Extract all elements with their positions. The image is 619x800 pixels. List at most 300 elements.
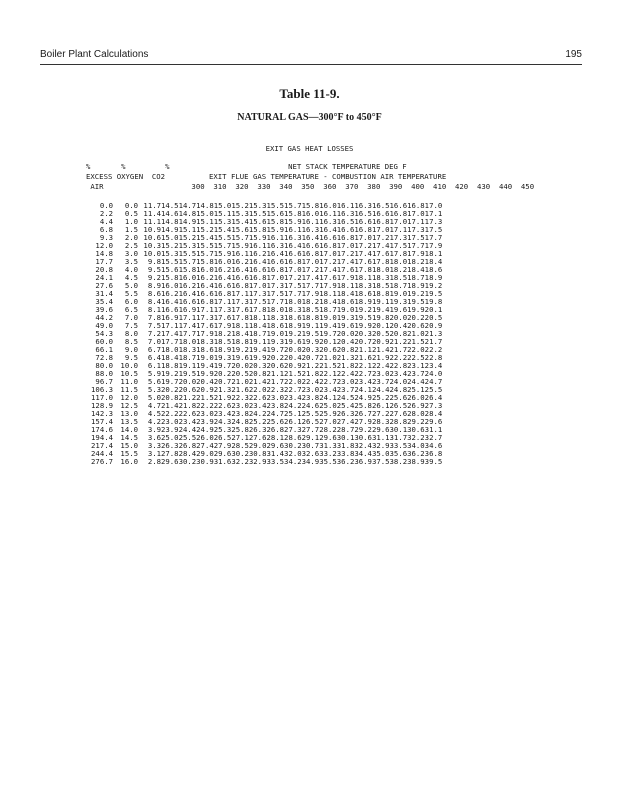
heat-loss-cell: 25.5 [301,409,320,418]
heat-loss-cell: 19.1 [371,297,390,306]
heat-loss-cell: 27.2 [371,409,390,418]
heat-loss-cell: 17.9 [301,289,320,298]
heat-loss-cell: 28.5 [231,441,249,450]
heat-loss-cell: 24.1 [354,385,372,394]
heat-loss-cell: 16.0 [213,257,232,266]
heat-loss-cell: 15.8 [196,257,214,266]
heat-loss-cell: 15.8 [248,225,267,234]
heat-loss-cell: 23.4 [389,369,408,378]
heat-loss-cell: 17.5 [248,297,267,306]
heat-loss-cell: 16.6 [231,273,249,282]
excess-air-cell: 157.4 [91,417,113,426]
heat-loss-cell: 34.0 [407,441,425,450]
heat-loss-cell: 21.3 [213,385,232,394]
heat-loss-cell: 29.6 [319,433,337,442]
heat-loss-cell: 18.5 [301,305,320,314]
excess-air-cell: 142.3 [91,409,113,418]
heat-loss-cell: 16.2 [231,257,249,266]
heat-loss-cell: 16.0 [178,273,197,282]
heat-loss-cell: 28.6 [284,433,302,442]
excess-air-cell: 54.3 [95,329,113,338]
heat-loss-cell: 17.0 [407,209,425,218]
heat-loss-cell: 19.3 [213,353,232,362]
heat-loss-cell: 19.0 [319,313,337,322]
heat-loss-cell: 19.9 [407,305,425,314]
heat-loss-cell: 21.4 [248,377,267,386]
heat-loss-cell: 16.6 [301,241,320,250]
heat-loss-cell: 15.6 [248,217,267,226]
heat-loss-cell: 21.1 [354,345,372,354]
heat-loss-cell: 28.4 [178,449,197,458]
heat-loss-cell: 25.9 [319,409,337,418]
heat-loss-cell: 17.9 [319,281,337,290]
heat-loss-cell: 30.1 [389,425,408,434]
heat-loss-cell: 20.8 [336,345,355,354]
heat-loss-cell: 17.4 [319,265,337,274]
heat-loss-cell: 18.4 [161,353,179,362]
heat-loss-cell: 22.8 [389,361,408,370]
heat-loss-cell: 26.5 [301,417,320,426]
heat-loss-cell: 17.6 [336,265,355,274]
heat-loss-cell: 15.6 [161,265,179,274]
heat-loss-cell: 33.2 [319,449,337,458]
heat-loss-cell: 17.1 [161,321,179,330]
heat-loss-cell: 20.3 [301,345,320,354]
excess-air-cell: 49.0 [95,321,113,330]
heat-loss-cell: 22.0 [407,345,425,354]
co2-cell: 2.8 [147,457,161,466]
heat-loss-cell: 20.9 [424,321,443,330]
heat-loss-cell: 18.2 [407,257,425,266]
heat-loss-cell: 29.2 [354,425,372,434]
heat-loss-cell: 24.8 [389,385,408,394]
heat-loss-cell: 17.4 [178,321,197,330]
co2-cell: 7.8 [147,313,161,322]
heat-loss-cell: 34.6 [424,441,443,450]
heat-loss-cell: 24.2 [284,401,302,410]
heat-loss-cell: 16.6 [266,257,285,266]
heat-loss-cell: 21.3 [424,329,443,338]
heat-loss-cell: 15.5 [161,257,179,266]
excess-air-cell: 17.7 [95,257,113,266]
heat-loss-cell: 19.5 [178,369,197,378]
oxygen-cell: 3.0 [124,249,138,258]
oxygen-cell: 14.0 [120,425,138,434]
heat-loss-cell: 27.7 [301,425,320,434]
heat-loss-cell: 17.2 [354,241,372,250]
heat-loss-cell: 18.6 [354,289,372,298]
heat-loss-cell: 23.8 [231,409,249,418]
heat-loss-cell: 17.1 [196,305,214,314]
excess-air-cell: 31.4 [95,289,113,298]
heat-loss-cell: 25.8 [354,401,372,410]
heat-loss-cell: 18.3 [371,273,390,282]
heat-loss-cell: 16.0 [196,265,214,274]
heat-loss-cell: 16.4 [213,273,232,282]
heat-loss-cell: 15.3 [161,249,179,258]
excess-air-cell: 20.8 [95,265,113,274]
heat-loss-cell: 24.9 [354,393,372,402]
heat-loss-cell: 20.6 [178,385,197,394]
heat-loss-cell: 38.2 [389,457,408,466]
heat-loss-cell: 22.7 [354,369,372,378]
heat-loss-cell: 24.3 [213,417,232,426]
oxygen-cell: 11.5 [120,385,138,394]
heat-loss-cell: 18.4 [248,321,267,330]
heat-loss-cell: 19.6 [389,305,408,314]
heat-loss-cell: 21.9 [371,353,390,362]
heat-loss-cell: 18.9 [284,321,302,330]
heat-loss-cell: 17.5 [284,281,302,290]
excess-air-cell: 194.4 [91,433,113,442]
heat-loss-cell: 31.6 [213,457,232,466]
heat-loss-cell: 19.1 [248,337,267,346]
heat-loss-cell: 16.1 [284,225,302,234]
excess-air-cell: 6.8 [99,225,113,234]
heat-loss-cell: 15.4 [196,233,214,242]
heat-loss-cell: 21.3 [336,353,355,362]
heat-loss-cell: 18.2 [301,297,320,306]
heat-loss-cell: 15.8 [178,265,197,274]
co2-cell: 6.4 [147,353,161,362]
heat-loss-cell: 19.0 [389,289,408,298]
heat-loss-cell: 16.8 [213,289,232,298]
heat-loss-cell: 34.4 [354,449,372,458]
heat-loss-cell: 19.4 [371,305,390,314]
heat-loss-cell: 18.9 [354,297,372,306]
heat-loss-cell: 23.8 [266,401,285,410]
excess-air-cell: 12.0 [95,241,113,250]
heat-loss-cell: 19.3 [266,337,285,346]
heat-loss-cell: 20.0 [284,345,302,354]
heat-loss-cell: 25.2 [371,393,390,402]
co2-cell: 8.1 [147,305,161,314]
heat-loss-cell: 17.0 [336,241,355,250]
heat-loss-cell: 16.4 [178,289,197,298]
heat-loss-cell: 16.8 [389,209,408,218]
heat-loss-cell: 17.1 [178,313,197,322]
heat-loss-cell: 16.2 [213,265,232,274]
heat-loss-cell: 17.7 [424,233,443,242]
heat-loss-cell: 15.1 [213,209,232,218]
heat-loss-cell: 20.1 [424,305,443,314]
heat-loss-cell: 15.8 [284,209,302,218]
heat-loss-cell: 23.1 [407,361,425,370]
heat-loss-cell: 19.3 [336,313,355,322]
oxygen-cell: 11.0 [120,377,138,386]
heat-loss-cell: 15.1 [178,225,197,234]
heat-loss-cell: 27.6 [389,409,408,418]
heat-loss-cell: 16.1 [248,241,267,250]
heat-loss-cell: 27.4 [196,441,214,450]
heat-loss-cell: 18.2 [389,265,408,274]
heat-loss-cell: 25.1 [407,385,425,394]
heat-loss-cell: 20.7 [301,353,320,362]
heat-loss-cell: 29.6 [213,449,232,458]
heat-loss-cell: 25.1 [284,409,302,418]
heat-loss-cell: 19.6 [336,321,355,330]
excess-air-cell: 117.0 [91,393,113,402]
co2-cell: 9.5 [147,265,161,274]
heat-loss-cell: 17.9 [424,241,443,250]
heat-loss-cell: 16.6 [319,233,337,242]
heat-loss-cell: 29.6 [424,417,443,426]
heat-loss-cell: 18.4 [407,265,425,274]
heat-loss-cell: 32.2 [407,433,425,442]
heat-loss-cell: 18.0 [371,265,390,274]
heat-loss-cell: 32.0 [284,449,302,458]
heat-loss-cell: 30.2 [231,449,249,458]
heat-loss-cell: 21.5 [196,393,214,402]
heat-loss-cell: 17.3 [389,233,408,242]
heat-loss-cell: 22.5 [407,353,425,362]
co2-cell: 3.3 [147,441,161,450]
heat-loss-cell: 16.8 [336,233,355,242]
heat-loss-cell: 18.4 [231,329,249,338]
heat-loss-cell: 17.0 [319,249,337,258]
column-header-line-2: EXCESS OXYGEN CO2 EXIT FLUE GAS TEMPERATURE - COMBUSTION AIR TEMPERATURE [86,172,447,181]
heat-loss-cell: 18.6 [284,313,302,322]
heat-loss-cell: 18.4 [319,297,337,306]
heat-loss-cell: 21.9 [213,393,232,402]
heat-loss-cell: 17.9 [336,273,355,282]
heat-loss-cell: 17.5 [407,233,425,242]
heat-loss-cell: 19.2 [407,289,425,298]
heat-loss-cell: 20.6 [407,321,425,330]
co2-cell: 4.5 [147,409,161,418]
co2-cell: 3.6 [147,433,161,442]
excess-air-cell: 66.1 [95,345,113,354]
heat-loss-cell: 16.3 [336,209,355,218]
heat-loss-cell: 30.6 [354,433,372,442]
heat-loss-cell: 19.5 [424,289,443,298]
heat-loss-cell: 16.6 [371,209,390,218]
co2-cell: 5.6 [147,377,161,386]
heat-loss-cell: 17.4 [354,249,372,258]
heat-loss-cell: 21.2 [389,337,408,346]
heat-loss-cell: 20.3 [354,329,372,338]
heat-loss-cell: 15.5 [178,249,197,258]
heat-loss-cell: 17.7 [301,281,320,290]
heat-loss-cell: 17.2 [284,273,302,282]
heat-loss-cell: 17.9 [196,329,214,338]
heat-loss-cell: 24.0 [389,377,408,386]
excess-air-cell: 24.1 [95,273,113,282]
heat-loss-cell: 20.1 [371,321,390,330]
heat-loss-cell: 24.6 [301,401,320,410]
heat-loss-cell: 16.8 [231,281,249,290]
heat-loss-cell: 32.6 [301,449,320,458]
heat-loss-cell: 20.8 [248,369,267,378]
heat-loss-cell: 15.4 [213,225,232,234]
heat-loss-cell: 18.0 [161,345,179,354]
heat-loss-cell: 16.6 [354,217,372,226]
heat-loss-cell: 14.8 [161,217,179,226]
heat-loss-cell: 15.9 [213,249,232,258]
heat-loss-cell: 25.6 [266,417,285,426]
heat-loss-cell: 16.4 [231,265,249,274]
heat-loss-cell: 20.2 [266,353,285,362]
heat-loss-cell: 29.0 [196,449,214,458]
excess-air-cell: 96.7 [95,377,113,386]
heat-loss-cell: 20.5 [371,329,390,338]
heat-loss-cell: 17.7 [266,297,285,306]
excess-air-cell: 128.9 [91,401,113,410]
heat-loss-cell: 25.5 [178,433,197,442]
heat-loss-cell: 19.0 [336,305,355,314]
heat-loss-cell: 17.0 [248,281,267,290]
heat-loss-cell: 31.3 [319,441,337,450]
heat-loss-cell: 17.3 [407,225,425,234]
heat-loss-cell: 25.8 [231,425,249,434]
heat-loss-cell: 15.8 [161,273,179,282]
heat-loss-cell: 16.6 [389,201,408,210]
heat-loss-cell: 22.0 [284,377,302,386]
oxygen-cell: 4.5 [124,273,138,282]
heat-loss-cell: 17.6 [371,249,390,258]
heat-loss-cell: 22.3 [266,385,285,394]
heat-loss-cell: 18.6 [266,321,285,330]
heat-loss-cell: 19.8 [424,297,443,306]
heat-loss-cell: 26.8 [178,441,197,450]
heat-loss-cell: 30.1 [336,433,355,442]
heat-loss-cell: 15.2 [231,201,249,210]
heat-loss-cell: 19.7 [266,345,285,354]
co2-cell: 10.6 [143,233,161,242]
oxygen-cell: 0.0 [124,201,138,210]
excess-air-cell: 244.4 [91,449,113,458]
heat-loss-cell: 16.8 [301,249,320,258]
heat-loss-cell: 18.4 [424,257,443,266]
heat-loss-cell: 24.8 [231,417,249,426]
heat-loss-cell: 26.9 [407,401,425,410]
heat-loss-cell: 24.4 [178,425,197,434]
heat-loss-cell: 21.7 [424,337,443,346]
heat-loss-cell: 15.9 [248,233,267,242]
heat-loss-cell: 14.6 [161,209,179,218]
heat-loss-cell: 22.4 [301,377,320,386]
heat-loss-cell: 18.0 [389,257,408,266]
heat-loss-cell: 19.7 [213,361,232,370]
heat-loss-cell: 18.1 [231,321,249,330]
heat-loss-cell: 21.7 [266,377,285,386]
heat-loss-cell: 23.7 [407,369,425,378]
heat-loss-cell: 24.0 [424,369,443,378]
heat-loss-cell: 23.0 [196,409,214,418]
heat-loss-cell: 17.4 [161,329,179,338]
heat-loss-cell: 20.1 [319,337,337,346]
heat-loss-cell: 25.3 [213,425,232,434]
heat-loss-cell: 17.7 [407,241,425,250]
heat-loss-cell: 17.1 [407,217,425,226]
heat-loss-cell: 26.3 [336,409,355,418]
heat-loss-cell: 22.8 [424,353,443,362]
heat-loss-cell: 17.1 [389,225,408,234]
heat-loss-cell: 19.9 [196,369,214,378]
heat-loss-cell: 17.7 [178,329,197,338]
oxygen-cell: 5.5 [124,289,138,298]
heat-loss-cell: 16.1 [301,217,320,226]
oxygen-cell: 9.0 [124,345,138,354]
heat-loss-cell: 17.3 [248,289,267,298]
heat-loss-cell: 19.6 [231,353,249,362]
heat-loss-cell: 25.2 [248,417,267,426]
heat-loss-cell: 20.2 [161,385,179,394]
heat-loss-cell: 30.7 [301,441,320,450]
heat-loss-cell: 15.2 [196,225,214,234]
heat-loss-cell: 17.8 [389,249,408,258]
heat-loss-cell: 17.3 [213,305,232,314]
heat-loss-cell: 18.5 [389,273,408,282]
heat-loss-cell: 16.8 [371,217,390,226]
heat-loss-cell: 18.3 [178,345,197,354]
heat-loss-cell: 26.5 [213,433,232,442]
heat-loss-cell: 16.4 [161,297,179,306]
heat-loss-cell: 22.2 [196,401,214,410]
heat-loss-cell: 20.4 [336,337,355,346]
table-subtitle: NATURAL GAS—300°F to 450°F [237,112,382,123]
oxygen-cell: 12.0 [120,393,138,402]
heat-loss-cell: 22.7 [319,377,337,386]
heat-loss-cell: 36.2 [407,449,425,458]
heat-loss-cell: 20.3 [248,361,267,370]
heat-loss-cell: 33.8 [336,449,355,458]
heat-loss-cell: 21.5 [319,361,337,370]
heat-loss-cell: 16.3 [301,225,320,234]
heat-loss-cell: 16.1 [336,201,355,210]
heat-loss-cell: 18.3 [266,313,285,322]
heat-loss-cell: 17.3 [231,297,249,306]
heat-loss-cell: 32.9 [371,441,390,450]
heat-loss-cell: 24.2 [248,409,267,418]
heat-loss-cell: 20.9 [371,337,390,346]
heat-loss-cell: 31.4 [266,449,285,458]
heat-loss-cell: 18.1 [336,281,355,290]
heat-loss-cell: 19.9 [354,321,372,330]
heat-loss-cell: 14.8 [196,201,214,210]
heat-loss-cell: 27.9 [213,441,232,450]
heat-loss-cell: 16.6 [248,265,267,274]
heat-loss-cell: 17.1 [213,297,232,306]
heat-loss-cell: 21.5 [407,337,425,346]
heat-loss-cell: 28.4 [424,409,443,418]
oxygen-cell: 0.5 [124,209,138,218]
heat-loss-cell: 18.0 [178,337,197,346]
table-title: Table 11-9. [279,86,340,101]
heat-loss-cell: 18.4 [336,289,355,298]
heat-loss-cell: 15.7 [284,201,302,210]
heat-loss-cell: 15.5 [266,201,285,210]
heat-loss-cell: 23.4 [354,377,372,386]
heat-loss-cell: 23.4 [178,417,197,426]
heat-loss-cell: 14.8 [178,209,197,218]
heat-loss-cell: 20.2 [407,313,425,322]
heat-loss-cell: 20.0 [336,329,355,338]
heat-loss-cell: 29.1 [301,433,320,442]
heat-loss-cell: 17.4 [371,241,390,250]
co2-cell: 9.2 [147,273,161,282]
table-caption: EXIT GAS HEAT LOSSES [265,144,354,153]
page-number: 195 [565,49,582,60]
heat-loss-cell: 19.0 [266,329,285,338]
heat-loss-cell: 29.2 [407,417,425,426]
oxygen-cell: 12.5 [120,401,138,410]
oxygen-cell: 15.0 [120,441,138,450]
heat-loss-cell: 15.7 [213,241,232,250]
heat-loss-cell: 18.8 [301,313,320,322]
excess-air-cell: 72.8 [95,353,113,362]
heat-loss-cell: 20.8 [389,329,408,338]
